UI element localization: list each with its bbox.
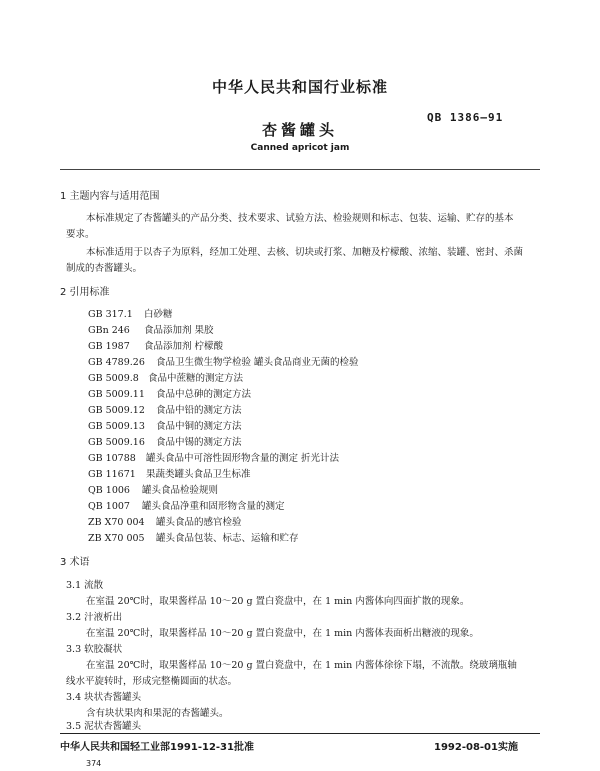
- reference-item: QB 1006 罐头食品检验规则: [88, 485, 219, 496]
- section-3-heading: 3 术语: [60, 557, 90, 568]
- reference-item: ZB X70 004 罐头食品的感官检验: [88, 517, 242, 528]
- reference-item: QB 1007 罐头食品净重和固形物含量的测定: [88, 501, 285, 512]
- term-3-4-title: 3.4 块状杏酱罐头: [66, 692, 142, 703]
- section-1-heading: 1 主题内容与适用范围: [60, 191, 160, 202]
- page-number: 374: [86, 759, 102, 768]
- approval-statement: 中华人民共和国轻工业部1991-12-31批准: [60, 742, 254, 753]
- term-3-5-title: 3.5 泥状杏酱罐头: [66, 721, 142, 732]
- reference-item: GB 11671 果蔬类罐头食品卫生标准: [88, 469, 251, 480]
- reference-item: ZB X70 005 罐头食品包装、标志、运输和贮存: [88, 533, 299, 544]
- standard-number: QB 1386—91: [427, 111, 504, 124]
- term-3-4-body: 含有块状果肉和果泥的杏酱罐头。: [86, 708, 229, 719]
- term-3-3-title: 3.3 软胶凝状: [66, 644, 123, 655]
- reference-item: GB 1987 食品添加剂 柠檬酸: [88, 341, 224, 352]
- footer-divider: [60, 733, 540, 734]
- reference-item: GB 317.1 白砂糖: [88, 309, 173, 320]
- issuing-organization: 中华人民共和国行业标准: [211, 78, 388, 96]
- section-1-para1-line2: 要求。: [66, 229, 95, 240]
- reference-item: GB 5009.16 食品中锡的测定方法: [88, 437, 242, 448]
- standard-title-english: Canned apricot jam: [250, 143, 350, 153]
- reference-item: GB 5009.13 食品中铜的测定方法: [88, 421, 242, 432]
- term-3-3-body-line2: 线水平旋转时，形成完整椭圆面的状态。: [66, 676, 238, 687]
- section-2-heading: 2 引用标准: [60, 287, 110, 298]
- section-1-para2-line2: 制成的杏酱罐头。: [66, 263, 143, 274]
- term-3-2-body: 在室温 20℃时，取果酱样品 10～20 g 置白瓷盘中，在 1 min 内酱体表面析出糖液的现象。: [86, 628, 479, 639]
- header-divider: [60, 169, 540, 170]
- reference-item: GB 10788 罐头食品中可溶性固形物含量的测定 折光计法: [88, 453, 340, 464]
- reference-item: GBn 246 食品添加剂 果胶: [88, 325, 214, 336]
- section-1-para2-line1: 本标准适用于以杏子为原料，经加工处理、去核、切块或打浆、加糖及柠檬酸、浓缩、装罐、密封、杀菌: [86, 247, 524, 258]
- term-3-1-body: 在室温 20℃时，取果酱样品 10～20 g 置白瓷盘中，在 1 min 内酱体向四面扩散的现象。: [86, 596, 470, 607]
- term-3-3-body-line1: 在室温 20℃时，取果酱样品 10～20 g 置白瓷盘中，在 1 min 内酱体徐徐下塌，不流散。绕玻璃瓶轴: [86, 660, 517, 671]
- reference-item: GB 5009.11 食品中总砷的测定方法: [88, 389, 252, 400]
- reference-item: GB 4789.26 食品卫生微生物学检验 罐头食品商业无菌的检验: [88, 357, 359, 368]
- term-3-1-title: 3.1 流散: [66, 580, 104, 591]
- reference-item: GB 5009.8 食品中蔗糖的测定方法: [88, 373, 244, 384]
- standard-title-chinese: 杏酱罐头: [261, 121, 338, 139]
- section-1-para1-line1: 本标准规定了杏酱罐头的产品分类、技术要求、试验方法、检验规则和标志、包装、运输、贮存的基本: [86, 213, 514, 224]
- reference-item: GB 5009.12 食品中铅的测定方法: [88, 405, 242, 416]
- effective-date: 1992-08-01实施: [434, 742, 518, 753]
- term-3-2-title: 3.2 汁液析出: [66, 612, 123, 623]
